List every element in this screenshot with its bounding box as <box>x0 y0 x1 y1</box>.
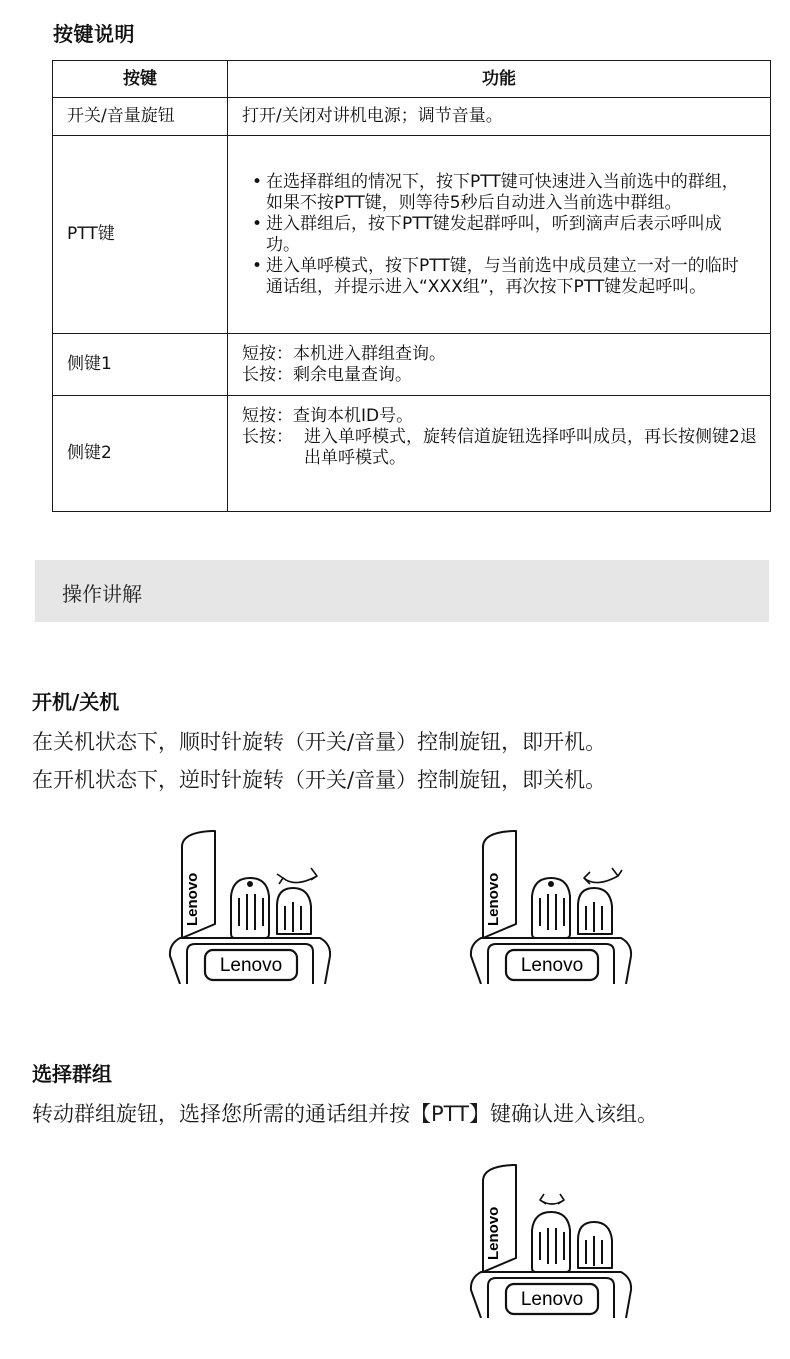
section-title-keys: 按键说明 <box>53 22 135 46</box>
antenna-brand-label: Lenovo <box>485 872 502 926</box>
short-press-text: 短按：本机进入群组查询。 <box>242 343 446 364</box>
short-press-text: 短按：查询本机ID号。 <box>242 406 414 426</box>
group-text: 转动群组旋钮，选择您所需的通话组并按【PTT】键确认进入该组。 <box>32 1102 658 1126</box>
power-off-text: 在开机状态下，逆时针旋转（开关/音量）控制旋钮，即关机。 <box>32 768 607 792</box>
table-row <box>53 396 771 512</box>
table-row <box>53 334 771 396</box>
radio-illustration-group-select <box>466 1160 636 1318</box>
bullet-item: • 进入群组后，按下PTT键发起群呼叫，听到滴声后表示呼叫成功。 <box>252 213 722 255</box>
header-function: 功能 <box>228 61 771 98</box>
operation-banner <box>35 560 769 622</box>
function-cell <box>228 396 771 512</box>
banner-title: 操作讲解 <box>62 582 142 606</box>
device-brand-label: Lenovo <box>219 955 283 976</box>
device-brand-label: Lenovo <box>520 1289 584 1310</box>
header-key: 按键 <box>53 61 228 98</box>
key-cell: 侧键2 <box>53 396 228 512</box>
radio-illustration-power-on <box>165 826 335 984</box>
table-row <box>53 136 771 334</box>
long-press-text: 长按：剩余电量查询。 <box>242 364 412 385</box>
function-cell <box>228 136 771 334</box>
bullet-item: • 进入单呼模式，按下PTT键，与当前选中成员建立一对一的临时通话组，并提示进入“XXX组”，再次按下PTT键发起呼叫。 <box>252 255 739 297</box>
key-cell: 侧键1 <box>53 334 228 396</box>
long-press-text: 长按： 进入单呼模式，旋转信道旋钮选择呼叫成员，再长按侧键2退出单呼模式。 <box>242 427 757 468</box>
power-title: 开机/关机 <box>32 690 120 714</box>
group-title: 选择群组 <box>32 1062 112 1086</box>
device-brand-label: Lenovo <box>520 955 584 976</box>
radio-illustration-power-off <box>466 826 636 984</box>
function-cell <box>228 334 771 396</box>
antenna-brand-label: Lenovo <box>485 1206 502 1260</box>
table-header-row <box>53 61 771 98</box>
key-cell: PTT键 <box>53 136 228 334</box>
key-cell: 开关/音量旋钮 <box>53 98 228 136</box>
antenna-brand-label: Lenovo <box>184 872 201 926</box>
power-on-text: 在关机状态下，顺时针旋转（开关/音量）控制旋钮，即开机。 <box>32 730 607 754</box>
bullet-item: • 在选择群组的情况下，按下PTT键可快速进入当前选中的群组，如果不按PTT键，则等待5秒后自动进入当前选中群组。 <box>252 171 739 213</box>
key-function-table <box>52 60 771 512</box>
function-cell: 打开/关闭对讲机电源；调节音量。 <box>228 98 771 136</box>
table-row <box>53 98 771 136</box>
